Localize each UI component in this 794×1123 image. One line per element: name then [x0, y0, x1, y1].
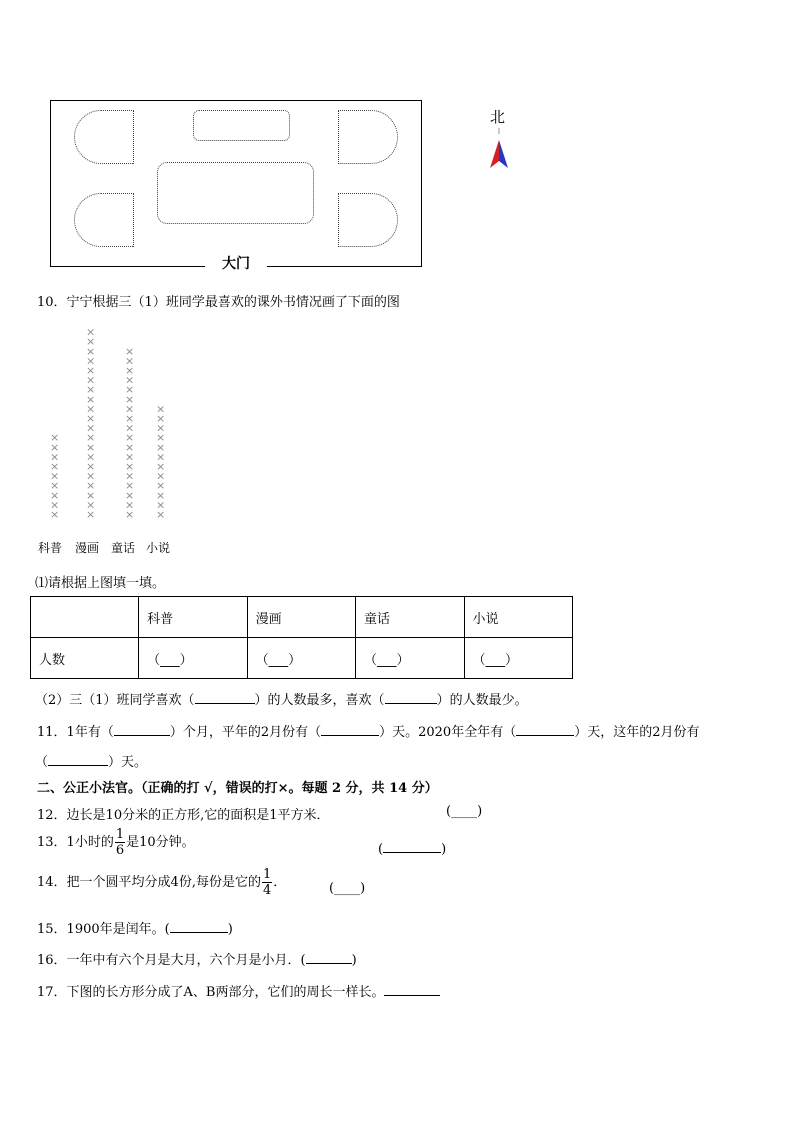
- pictograph-label-1: 漫画: [75, 541, 100, 555]
- answer-blank[interactable]: [114, 723, 170, 736]
- q11-text-c: ）天。2020年全年有（: [379, 725, 517, 740]
- q14-text-a: 14．把一个圆平均分成4份,每份是它的: [37, 875, 261, 890]
- q11-text-f: ）天。: [108, 755, 148, 770]
- q14-text-b: ．: [273, 875, 287, 890]
- q11-text-a: 11．1年有（: [37, 725, 114, 740]
- pictograph-mark: ×: [156, 488, 166, 502]
- pictograph-mark: ×: [86, 450, 96, 464]
- pictograph-mark: ×: [125, 498, 135, 512]
- pictograph-mark: ×: [50, 479, 60, 493]
- table-row: [31, 638, 573, 679]
- count-table: [30, 596, 573, 679]
- map-area-center: [157, 162, 314, 224]
- table-row-label: 人数: [31, 638, 139, 679]
- q16-text-a: 16．一年中有六个月是大月，六个月是小月．(: [37, 953, 306, 968]
- pictograph-label-2: 童话: [111, 541, 136, 555]
- pictograph-mark: ×: [50, 450, 60, 464]
- pictograph-mark: ×: [125, 364, 135, 377]
- pictograph-mark: ×: [125, 373, 135, 387]
- fraction: [115, 828, 125, 857]
- pictograph-mark: ×: [86, 498, 96, 512]
- table-cell-empty: [31, 597, 139, 638]
- pictograph-mark: ×: [125, 469, 135, 483]
- q15-text-a: 15．1900年是闰年。(: [37, 922, 170, 937]
- pictograph-mark: ×: [156, 460, 166, 473]
- answer-blank[interactable]: [170, 920, 228, 933]
- pictograph-mark: ×: [125, 383, 135, 397]
- pictograph-label-3: 小说: [146, 541, 171, 555]
- q11-text-d: ）天，这年的2月份有: [574, 725, 700, 740]
- pictograph-mark: ×: [50, 488, 60, 502]
- pictograph-mark: ×: [86, 479, 96, 493]
- answer-blank[interactable]: (____): [446, 804, 483, 819]
- pictograph-mark: ×: [156, 498, 166, 512]
- question-11-line2: [35, 751, 147, 770]
- q10-part2-text-b: ）的人数最多，喜欢（: [254, 693, 385, 708]
- table-answer-blank[interactable]: （___）: [247, 638, 355, 679]
- blank-paren-close: ): [441, 842, 447, 857]
- pictograph-mark: ×: [86, 325, 96, 339]
- pictograph-mark: ×: [125, 460, 135, 473]
- answer-blank[interactable]: [306, 951, 352, 964]
- question-16: [37, 949, 357, 968]
- q10-part2-text-c: ）的人数最少。: [436, 693, 528, 708]
- question-14: [37, 868, 286, 897]
- table-header-cell: 童话: [356, 597, 464, 638]
- fraction-denominator: 4: [262, 883, 272, 898]
- pictograph-mark: ×: [86, 383, 96, 397]
- q13-text-a: 13．1小时的: [37, 835, 114, 850]
- question-10-part2: [35, 689, 528, 708]
- question-10-text: 10．宁宁根据三（1）班同学最喜欢的课外书情况画了下面的图: [37, 295, 400, 310]
- pictograph-label-0: 科普: [38, 541, 63, 555]
- pictograph-mark: ×: [86, 354, 96, 368]
- pictograph-mark: ×: [156, 440, 166, 454]
- answer-blank[interactable]: [48, 753, 108, 766]
- pictograph-mark: ×: [125, 392, 135, 406]
- pictograph-mark: ×: [86, 392, 96, 406]
- question-17: [37, 981, 440, 1000]
- pictograph-mark: ×: [156, 450, 166, 464]
- question-12-text: 12．边长是10分米的正方形,它的面积是1平方米．: [37, 808, 330, 823]
- q11-text-b: ）个月，平年的2月份有（: [169, 725, 322, 740]
- answer-blank[interactable]: [516, 723, 574, 736]
- table-header-cell: 小说: [464, 597, 573, 638]
- pictograph-mark: ×: [125, 508, 135, 521]
- pictograph-mark: ×: [156, 421, 166, 435]
- pictograph-mark: ×: [86, 364, 96, 377]
- blank-paren-open: (: [378, 842, 384, 857]
- pictograph-mark: ×: [125, 450, 135, 464]
- pictograph-mark: ×: [156, 412, 166, 425]
- pictograph-mark: ×: [50, 460, 60, 473]
- q17-text: 17．下图的长方形分成了A、B两部分，它们的周长一样长。: [37, 985, 385, 1000]
- pictograph-mark: ×: [86, 488, 96, 502]
- gate-label: 大门: [222, 256, 250, 272]
- section-2-title: 二、公正小法官。（正确的打 √，错误的打×。每题 2 分，共 14 分）: [37, 781, 438, 796]
- pictograph-mark: ×: [86, 431, 96, 445]
- pictograph-mark: ×: [156, 469, 166, 483]
- answer-blank[interactable]: [378, 840, 446, 857]
- table-header-cell: 科普: [139, 597, 247, 638]
- pictograph-mark: ×: [86, 402, 96, 416]
- table-answer-blank[interactable]: （___）: [139, 638, 247, 679]
- map-area-bottom-left: [74, 193, 134, 247]
- pictograph-mark: ×: [156, 402, 166, 416]
- pictograph-mark: ×: [156, 431, 166, 445]
- north-label: 北: [490, 108, 506, 126]
- pictograph-mark: ×: [86, 373, 96, 387]
- map-area-top-left: [74, 110, 134, 164]
- answer-blank[interactable]: [195, 691, 255, 704]
- question-11-line1: [37, 721, 699, 740]
- q11-text-e: （: [35, 755, 49, 770]
- table-answer-blank[interactable]: （___）: [464, 638, 573, 679]
- answer-blank[interactable]: [384, 983, 440, 996]
- pictograph-mark: ×: [156, 508, 166, 521]
- pictograph-mark: ×: [86, 412, 96, 425]
- table-row: [31, 597, 573, 638]
- fraction: [262, 868, 272, 897]
- pictograph-mark: ×: [50, 508, 60, 521]
- pictograph-mark: ×: [86, 508, 96, 521]
- answer-blank[interactable]: (____): [329, 881, 366, 896]
- pictograph-mark: ×: [125, 421, 135, 435]
- answer-blank[interactable]: [385, 691, 437, 704]
- pictograph-mark: ×: [125, 488, 135, 502]
- fraction-numerator: 1: [115, 827, 125, 842]
- question-10-part1: ⑴请根据上图填一填。: [35, 576, 166, 591]
- north-arrow-icon: [488, 128, 512, 170]
- pictograph-mark: ×: [86, 460, 96, 473]
- q13-text-b: 是10分钟。: [126, 835, 195, 850]
- pictograph-mark: ×: [156, 479, 166, 493]
- pictograph-mark: ×: [125, 344, 135, 358]
- pictograph-mark: ×: [86, 344, 96, 358]
- q10-part2-text-a: （2）三（1）班同学喜欢（: [35, 693, 195, 708]
- answer-blank[interactable]: [321, 723, 379, 736]
- pictograph-mark: ×: [50, 498, 60, 512]
- pictograph-mark: ×: [125, 431, 135, 445]
- pictograph-mark: ×: [125, 440, 135, 454]
- map-area-top-right: [338, 110, 398, 164]
- pictograph-mark: ×: [125, 402, 135, 416]
- q15-text-b: ): [227, 922, 233, 937]
- pictograph-mark: ×: [125, 354, 135, 368]
- pictograph-mark: ×: [50, 431, 60, 445]
- pictograph-mark: ×: [50, 469, 60, 483]
- pictograph-mark: ×: [86, 335, 96, 349]
- fraction-numerator: 1: [262, 867, 272, 882]
- table-header-cell: 漫画: [247, 597, 355, 638]
- question-15: [37, 918, 233, 937]
- pictograph-mark: ×: [125, 412, 135, 425]
- pictograph-mark: ×: [86, 469, 96, 483]
- table-answer-blank[interactable]: （___）: [356, 638, 464, 679]
- pictograph-mark: ×: [50, 440, 60, 454]
- question-13: [37, 828, 195, 857]
- pictograph: [30, 322, 190, 530]
- map-area-top-center: [193, 110, 290, 141]
- pictograph-mark: ×: [86, 440, 96, 454]
- blank-line: [383, 840, 441, 853]
- q16-text-b: ): [351, 953, 357, 968]
- pictograph-mark: ×: [86, 421, 96, 435]
- fraction-denominator: 6: [115, 843, 125, 858]
- map-area-bottom-right: [338, 193, 398, 247]
- pictograph-mark: ×: [125, 479, 135, 493]
